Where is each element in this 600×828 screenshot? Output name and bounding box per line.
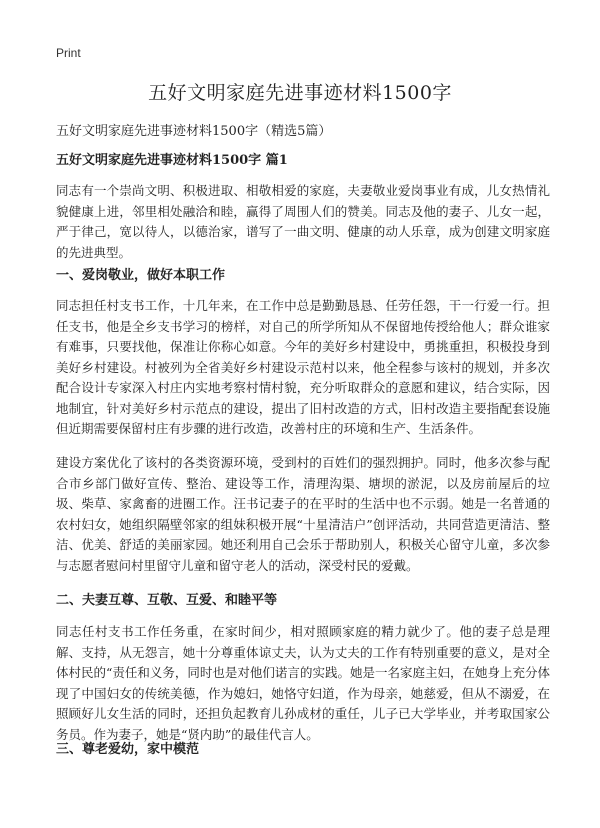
document-title: 五好文明家庭先进事迹材料1500字 <box>148 82 452 104</box>
section-1-paragraph-2: 建设方案优化了该村的各类资源环境，受到村的百姓们的强烈拥护。同时，他多次参与配合市乡部门做好宣传、整治、建设等工作，清理沟渠、塘坝的淤泥，以及房前屋后的垃圾、柴草、家禽畜的进圈工作。汪书记妻子的在平时的生活中也不示弱。她是一名普通的农村妇女，她组织隔壁邻家的组妹积极开展“十星清洁户”创评活动，共同营造更清洁、整洁、优美、舒适的美丽家园。她还利用自己会乐于帮助别人，积极关心留守儿童，多次参与志愿者慰问村里留守儿童和留守老人的活动，深受村民的爱戴。 <box>56 455 550 573</box>
print-label: Print <box>56 46 81 60</box>
section-1-paragraph-1: 同志担任村支书工作，十几年来，在工作中总是勤勤恳恳、任劳任怨，干一行爱一行。担任支书，他是全乡支书学习的榜样，对自己的所学所知从不保留地传授给他人；群众谁家有难事，只要找他，保准让你称心如意。今年的美好乡村建设中，勇挑重担，积极投身到美好乡村建设。村被列为全省美好乡村建设示范村以来，他全程参与该村的规划，并多次配合设计专家深入村庄内实地考察村情村貌，充分听取群众的意愿和建议，结合实际，因地制宜，针对美好乡村示范点的建设，提出了旧村改造的方式，旧村改造主要指配套设施但近期需要保留村庄有步骤的进行改造，改善村庄的环境和生产、生活条件。 <box>56 298 550 436</box>
article-heading: 五好文明家庭先进事迹材料1500字 篇1 <box>56 153 288 168</box>
section-heading-2: 二、夫妻互尊、互敬、互爱、和睦平等 <box>56 593 278 608</box>
section-heading-1: 一、爱岗敬业，做好本职工作 <box>56 268 226 283</box>
document-subtitle: 五好文明家庭先进事迹材料1500字（精选5篇） <box>56 124 332 139</box>
intro-paragraph: 同志有一个崇尚文明、积极进取、相敬相爱的家庭，夫妻敬业爱岗事业有成，儿女热情礼貌健康上进，邻里相处融洽和睦，赢得了周围人们的赞美。同志及他的妻子、儿女一起，严于律己，宽以待人，以德治家，谱写了一曲文明、健康的动人乐章，成为创建文明家庭的先进典型。 <box>56 183 550 260</box>
section-2-paragraph-1: 同志任村支书工作任务重，在家时间少，相对照顾家庭的精力就少了。他的妻子总是理解、支持，从无怨言，她十分尊重体谅丈夫，认为丈夫的工作有特别重要的意义，是对全体村民的“责任和义务，同时也是对他们诺言的实践。她是一名家庭主妇，在她身上充分体现了中国妇女的传统美德，作为媳妇，她恪守妇道，作为母亲，她慈爱，但从不溺爱，在照顾好儿女生活的同时，还担负起教育儿孙成材的重任，儿子已大学毕业，并考取国家公务员。作为妻子，她是“贤内助”的最佳代言人。 <box>56 624 550 742</box>
section-heading-3: 三、尊老爱幼，家中模范 <box>56 742 200 757</box>
